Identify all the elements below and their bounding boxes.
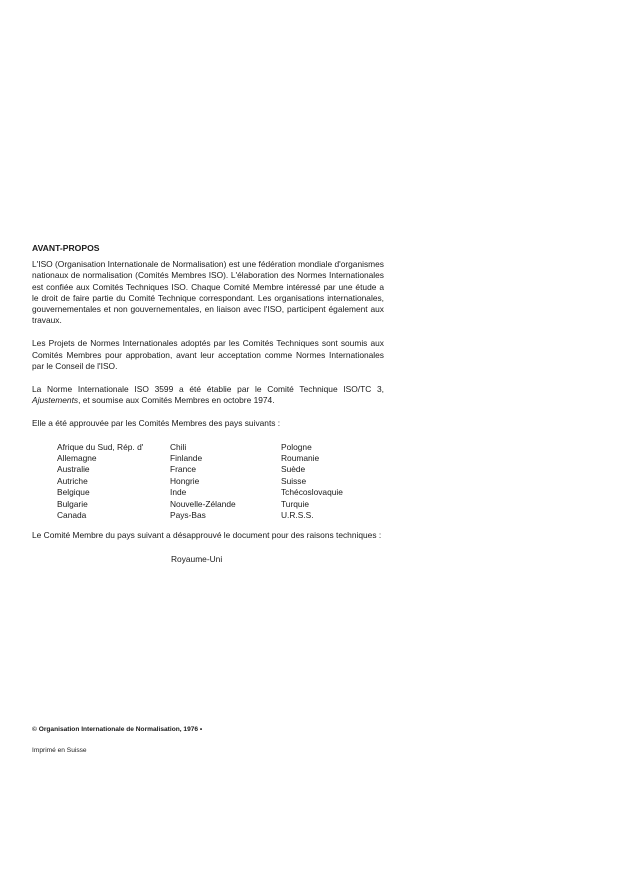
country-item: U.R.S.S. [281, 510, 314, 521]
country-item: Finlande [170, 453, 203, 464]
foreword-section [32, 243, 384, 565]
country-item: Nouvelle-Zélande [170, 498, 236, 509]
country-item: Hongrie [170, 475, 200, 486]
country-item: Chili [170, 441, 187, 452]
country-item: Allemagne [57, 453, 97, 464]
paragraph-draft-standards: Les Projets de Normes Internationales adoptés par les Comités Techniques sont soumis aux Comités Membres pour approbation, avant leur acceptation comme Normes Internationales par le Conseil de l'ISO. [32, 338, 384, 371]
country-item: Suisse [281, 475, 307, 486]
approving-countries-list [57, 442, 384, 522]
country-item: France [170, 464, 197, 475]
countries-column-1 [57, 442, 170, 522]
countries-column-2 [170, 442, 281, 522]
country-item: Bulgarie [57, 498, 88, 509]
countries-column-3 [281, 442, 391, 522]
country-item: Turquie [281, 498, 310, 509]
country-item: Inde [170, 487, 187, 498]
foreword-heading: AVANT-PROPOS [32, 243, 100, 253]
country-item: Australie [57, 464, 90, 475]
country-item: Pays-Bas [170, 510, 206, 521]
paragraph-disapproval: Le Comité Membre du pays suivant a désapprouvé le document pour des raisons techniques : [32, 530, 382, 541]
country-item: Autriche [57, 475, 88, 486]
paragraph-approval: Elle a été approuvée par les Comités Membres des pays suivants : [32, 418, 281, 429]
standard-origin-text-end: , et soumise aux Comités Membres en octobre 1974. [78, 395, 275, 406]
country-item: Belgique [57, 487, 90, 498]
country-item: Roumanie [281, 453, 320, 464]
paragraph-standard-origin [32, 384, 384, 406]
printed-in-notice: Imprimé en Suisse [32, 747, 87, 754]
copyright-notice: © Organisation Internationale de Normalisation, 1976 • [32, 726, 203, 733]
committee-title: Ajustements [32, 395, 79, 406]
country-item: Pologne [281, 441, 312, 452]
country-item: Suède [281, 464, 306, 475]
country-item: Tchécoslovaquie [281, 487, 343, 498]
standard-origin-text-start: La Norme Internationale ISO 3599 a été établie par le Comité Technique ISO/TC 3, [32, 384, 384, 395]
page-footer [32, 725, 202, 755]
disapproving-country: Royaume-Uni [171, 553, 223, 564]
paragraph-iso-intro: L'ISO (Organisation Internationale de Normalisation) est une fédération mondiale d'organismes nationaux de normalisation (Comités Membres ISO). L'élaboration des Normes Internationales est confiée aux Comités Techniques ISO. Chaque Comité Membre intéressé par une étude a le droit de faire partie du Comité Technique correspondant. Les organisations internationales, gouvernementales et non gouvernementales, en liaison avec l'ISO, participent également aux travaux. [32, 259, 384, 326]
country-item: Canada [57, 510, 87, 521]
country-item: Afrique du Sud, Rép. d' [57, 441, 144, 452]
